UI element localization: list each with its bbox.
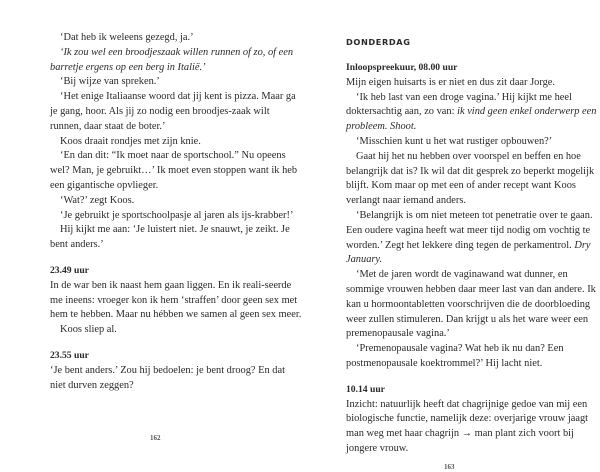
dialogue-line: Hij kijkt me aan: ‘Je luistert niet. Je snauwt, je zeikt. Je bent anders.’ xyxy=(50,224,290,251)
paragraph: Koos sliep al. xyxy=(60,324,117,336)
dialogue-line: ‘Het enige Italiaanse woord dat jij kent is pizza. Maar ga je gang, hoor. Als jij zo nodig een broodjes-zaak wilt runnen, daar staat de boter.’ xyxy=(50,91,296,132)
right-page-body xyxy=(346,61,598,457)
paragraph-text: ‘Misschien kunt u het wat rustiger opbouwen?’ xyxy=(356,135,553,147)
paragraph xyxy=(346,268,598,342)
paragraph-text: Mijn eigen huisarts is er niet en dus zit daar Jorge. xyxy=(346,76,556,88)
paragraph-text: Gaat hij het nu hebben over voorspel en beffen en hoe belangrijk dat is? Ik wil dat dit gesprek zo beperkt mogelijk blijft. Kom maar op met een of ander recept want Koos verlangt naar iemand anders. xyxy=(346,150,595,207)
paragraph-text-italic: Dry January. xyxy=(346,239,591,266)
paragraph xyxy=(346,76,598,91)
section-heading-time: 10.14 uur xyxy=(346,383,385,395)
day-heading: DONDERDAG xyxy=(346,37,411,47)
section-heading-time: 23.55 uur xyxy=(50,349,89,361)
right-page xyxy=(346,0,598,471)
paragraph-text: ‘Met de jaren wordt de vaginawand wat dunner, en sommige vrouwen hebben daar meer last van dan andere. Ik kan u hormoontabletten voorschrijven die de doorbloeding weer zullen stimuleren. Dan krijgt u als het ware weer een premenopausale vagina.’ xyxy=(346,269,596,340)
section-heading-time: 23.49 uur xyxy=(50,264,89,276)
paragraph: In de war ben ik naast hem gaan liggen. En ik reali-seerde me ineens: vroeger kon ik hem ‘straffen’ door geen sex met hem te hebben. Maar nu hébben we samen al geen sex meer. xyxy=(50,279,302,321)
paragraph-text-italic: ik vind geen enkel onderwerp een probleem. Shoot. xyxy=(346,106,597,133)
dialogue-line: ‘En dan dit: “Ik moet naar de sportschool.” Nu opeens wel? Man, je gebruikt…’ Ik moet even stoppen want ik heb een gigantische opvlieger. xyxy=(50,150,298,191)
dialogue-line: ‘Wat?’ zegt Koos. xyxy=(60,194,135,206)
paragraph-text: ‘Premenopausale vagina? Wat heb ik nu dan? Een postmenopausale koektrommel?’ Hij lacht niet. xyxy=(346,343,564,369)
paragraph: ‘Je bent anders.’ Zou hij bedoelen: je bent droog? En dat niet durven zeggen? xyxy=(50,364,285,391)
paragraph-text: ‘Belangrijk is om niet meteen tot penetratie over te gaan. Een oudere vagina heeft wat meer tijd nodig om vochtig te worden.’ Zegt het lekkere ding tegen de perkamentrol. xyxy=(346,209,593,251)
dialogue-line: ‘Bij wijze van spreken.’ xyxy=(60,76,160,88)
dialogue-line: Koos draait rondjes met zijn knie. xyxy=(60,135,201,147)
left-page-body xyxy=(50,31,302,393)
dialogue-line: ‘Dat heb ik weleens gezegd, ja.’ xyxy=(60,32,194,43)
paragraph xyxy=(346,398,598,457)
paragraph xyxy=(346,135,598,150)
paragraph xyxy=(346,91,598,135)
section-heading-consult: Inloopspreekuur, 08.00 uur xyxy=(346,62,458,73)
paragraph-text: ‘Ik heb last van een droge vagina.’ Hij kijkt me heel doktersachtig aan, zo van: xyxy=(346,91,572,118)
dialogue-line: ‘Je gebruikt je sportschoolpasje al jaren als ijs-krabber!’ xyxy=(60,209,294,221)
paragraph xyxy=(346,342,598,372)
left-page xyxy=(50,0,302,462)
page-number: 163 xyxy=(444,463,455,471)
dialogue-line: ‘Ik zou wel een broodjeszaak willen runnen of zo, of een barretje ergens op een berg in Italië.’ xyxy=(50,46,294,73)
paragraph xyxy=(346,209,598,268)
paragraph-text: Inzicht: natuurlijk heeft dat chagrijnige gedoe van mij een biologische functie, namelijk deze: overjarige vrouw jaagt man weg met haar chagrijn → man plant zich voort bij jongere vrouw. xyxy=(346,398,589,454)
paragraph xyxy=(346,150,598,209)
page-number: 162 xyxy=(150,434,161,442)
